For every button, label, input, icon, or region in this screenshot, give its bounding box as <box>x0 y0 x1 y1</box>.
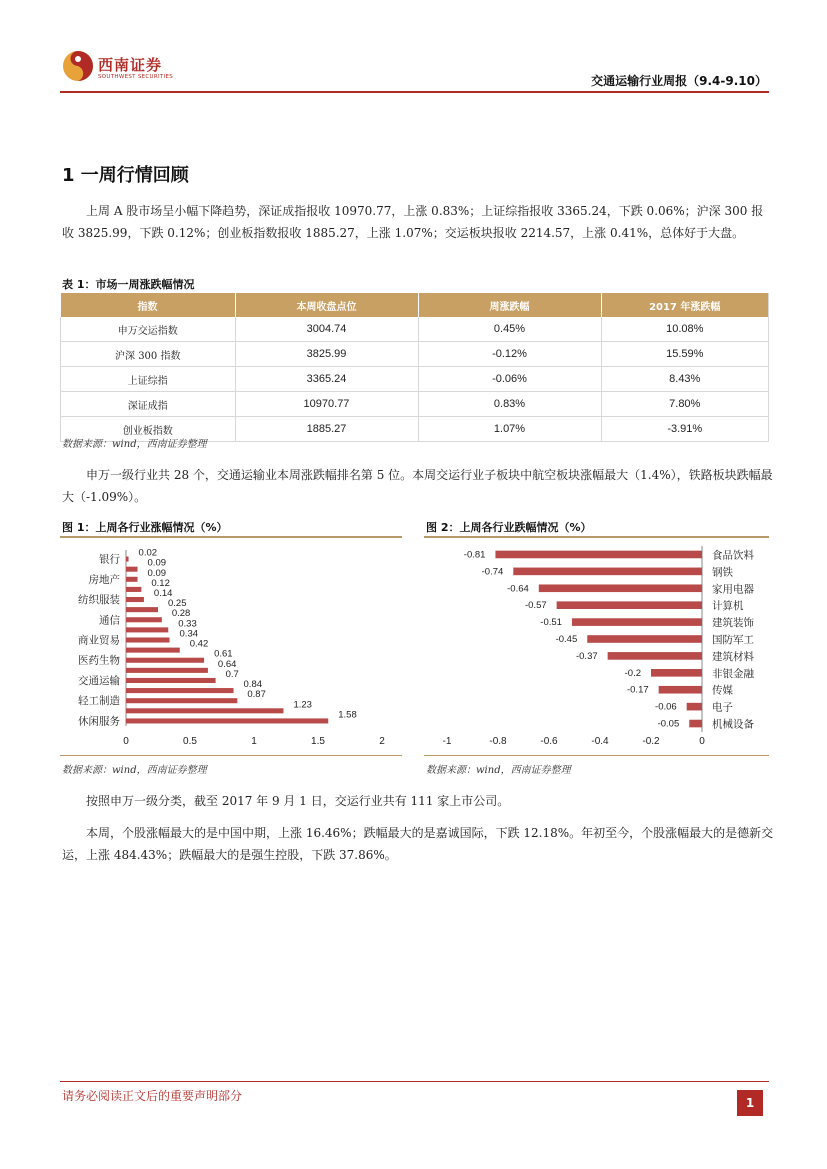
figure1-bottom-rule <box>60 755 402 756</box>
table-row <box>61 342 769 367</box>
table-cell: 3825.99 <box>235 342 418 367</box>
data-label: 0.25 <box>168 598 187 610</box>
figure2-caption-rule <box>424 536 769 538</box>
category-label: 商业贸易 <box>78 634 120 647</box>
footer-divider <box>60 1081 769 1082</box>
paragraph-listed-companies: 按照申万一级分类，截至 2017 年 9 月 1 日，交运行业共有 111 家上市公司。 <box>86 794 510 808</box>
data-label: -0.74 <box>481 566 504 578</box>
logo-mark-icon <box>62 50 94 82</box>
category-label: 纺织服装 <box>78 594 120 607</box>
data-label: 0.14 <box>153 588 173 599</box>
bar <box>687 703 702 711</box>
table-cell: 申万交运指数 <box>61 317 236 342</box>
bar <box>513 568 702 576</box>
bar <box>557 601 702 609</box>
logo-text-en: SOUTHWEST SECURITIES <box>98 74 174 80</box>
data-label: -0.17 <box>626 684 649 696</box>
table-cell: 10970.77 <box>235 392 418 417</box>
x-tick-label: 1.5 <box>311 736 325 747</box>
bar <box>608 652 702 660</box>
data-label: 0.09 <box>147 557 167 569</box>
bar <box>126 587 141 592</box>
category-label: 交通运输 <box>78 674 120 687</box>
x-tick-label: 2 <box>379 736 385 747</box>
table-cell: 3004.74 <box>235 317 418 342</box>
x-tick-label: -0.4 <box>591 736 609 747</box>
bar <box>539 584 702 592</box>
header-divider <box>60 91 769 93</box>
table-cell: 沪深 300 指数 <box>61 342 236 367</box>
bar <box>126 708 283 713</box>
bar <box>126 627 168 632</box>
figure1-chart <box>60 542 402 754</box>
table-row <box>61 317 769 342</box>
bar <box>651 669 702 677</box>
table-cell: -3.91% <box>601 417 769 442</box>
data-label: 0.09 <box>147 567 167 579</box>
figure1-source: 数据来源：wind，西南证券整理 <box>62 765 207 776</box>
category-label: 医药生物 <box>78 654 120 667</box>
paragraph-stock-movers: 本周，个股涨幅最大的是中国中期，上涨 16.46%；跌幅最大的是嘉诚国际，下跌 12.18%。年初至今，个股涨幅最大的是德新交运，上涨 484.43%；跌幅最大的是强生控股，下跌 37.86%。 <box>62 826 774 862</box>
category-label: 钢铁 <box>712 566 733 579</box>
report-title: 交通运输行业周报（9.4-9.10） <box>591 74 767 88</box>
table-cell: 10.08% <box>601 317 769 342</box>
figure2-source: 数据来源：wind，西南证券整理 <box>426 765 571 776</box>
figure1-caption-rule <box>60 536 402 538</box>
footer-disclaimer: 请务必阅读正文后的重要声明部分 <box>62 1089 243 1103</box>
data-label: 0.87 <box>247 689 266 701</box>
data-label: -0.37 <box>575 650 598 662</box>
bar <box>126 607 158 612</box>
x-tick-label: 0 <box>123 736 129 747</box>
data-label: 0.7 <box>225 668 239 680</box>
bar <box>126 698 237 703</box>
table-cell: 15.59% <box>601 342 769 367</box>
category-label: 传媒 <box>712 684 733 697</box>
paragraph-market-review: 上周 A 股市场呈小幅下降趋势，深证成指报收 10970.77，上涨 0.83%；上证综指报收 3365.24，下跌 0.06%；沪深 300 报收 3825.99，下跌 0.12%；创业板指数报收 1885.27，上涨 1.07%；交运板块报收 2214.57，上涨 0.41%，总体好于大盘。 <box>62 204 764 240</box>
bar <box>126 567 138 572</box>
bar <box>126 577 138 582</box>
bar <box>572 618 702 626</box>
category-label: 计算机 <box>712 600 744 613</box>
figure2-chart <box>424 542 769 754</box>
x-tick-label: 1 <box>251 736 257 747</box>
category-label: 银行 <box>99 553 120 566</box>
table-cell: 3365.24 <box>235 367 418 392</box>
data-label: -0.45 <box>555 634 578 645</box>
table-source: 数据来源：wind，西南证券整理 <box>62 439 207 450</box>
data-label: 0.42 <box>189 638 209 650</box>
table-cell: 深证成指 <box>61 392 236 417</box>
category-label: 国防军工 <box>712 634 754 646</box>
data-label: 0.33 <box>178 618 197 630</box>
data-label: 0.12 <box>151 577 170 589</box>
table-header-cell: 2017 年涨跌幅 <box>601 293 769 317</box>
category-label: 通信 <box>99 614 120 627</box>
gain-bar-chart <box>60 542 402 754</box>
bar <box>126 557 129 562</box>
table-header-cell: 周涨跌幅 <box>418 293 601 317</box>
data-label: -0.2 <box>624 667 641 679</box>
paragraph-industry-rank: 申万一级行业共 28 个，交通运输业本周涨跌幅排名第 5 位。本周交运行业子板块中航空板块涨幅最大（1.4%），铁路板块跌幅最大（-1.09%）。 <box>62 468 773 504</box>
figure1-caption: 图 1：上周各行业涨幅情况（%） <box>62 521 228 534</box>
bar <box>659 686 702 694</box>
bar <box>126 597 144 602</box>
category-label: 非银金融 <box>712 667 754 680</box>
data-label: -0.06 <box>655 701 677 713</box>
figure2-caption: 图 2：上周各行业跌幅情况（%） <box>426 521 592 534</box>
loss-bar-chart <box>424 542 769 754</box>
table-cell: -0.12% <box>418 342 601 367</box>
category-label: 休闲服务 <box>78 715 120 728</box>
table-cell: 创业板指数 <box>61 417 236 442</box>
data-label: 0.28 <box>171 608 191 620</box>
data-label: 1.58 <box>338 709 357 721</box>
figure2-bottom-rule <box>424 755 769 756</box>
bar <box>587 635 702 643</box>
data-label: 0.84 <box>243 679 263 691</box>
section-title: 1 一周行情回顾 <box>62 165 189 186</box>
table-header-cell: 指数 <box>61 293 236 317</box>
data-label: -0.51 <box>540 617 562 629</box>
table-cell: 7.80% <box>601 392 769 417</box>
bar <box>126 718 328 723</box>
table-cell: 0.45% <box>418 317 601 342</box>
category-label: 建筑材料 <box>712 650 754 663</box>
table-cell: 8.43% <box>601 367 769 392</box>
data-label: -0.81 <box>463 549 486 561</box>
category-label: 食品饮料 <box>712 549 754 562</box>
category-label: 机械设备 <box>712 718 754 731</box>
data-label: -0.05 <box>657 718 680 730</box>
x-tick-label: -1 <box>442 736 452 747</box>
category-label: 家用电器 <box>712 583 754 596</box>
data-label: 0.34 <box>179 628 199 640</box>
bar <box>495 551 702 559</box>
table-cell: 上证综指 <box>61 367 236 392</box>
data-label: 0.02 <box>138 547 158 559</box>
table-caption: 表 1：市场一周涨跌幅情况 <box>62 278 195 291</box>
table-row <box>61 367 769 392</box>
table-header-row <box>61 293 769 317</box>
bar <box>126 668 208 673</box>
x-tick-label: 0 <box>699 736 705 747</box>
page-number: 1 <box>737 1090 763 1116</box>
data-label: 0.61 <box>214 648 233 660</box>
data-label: 0.64 <box>217 658 237 670</box>
bar <box>126 678 216 683</box>
x-tick-label: -0.6 <box>540 736 558 747</box>
bar <box>126 648 180 653</box>
bar <box>126 688 234 693</box>
x-tick-label: -0.2 <box>642 736 660 747</box>
logo-text-cn: 西南证券 <box>98 56 163 74</box>
bar <box>689 720 702 728</box>
x-tick-label: -0.8 <box>489 736 507 747</box>
table-cell: -0.06% <box>418 367 601 392</box>
data-label: -0.57 <box>524 600 547 612</box>
brand-logo <box>62 50 222 90</box>
market-table <box>60 293 769 442</box>
category-label: 电子 <box>712 701 733 714</box>
category-label: 轻工制造 <box>78 695 120 708</box>
bar <box>126 617 162 622</box>
table-cell: 1885.27 <box>235 417 418 442</box>
category-label: 建筑装饰 <box>712 617 754 630</box>
bar <box>126 637 170 642</box>
table-row <box>61 392 769 417</box>
bar <box>126 658 204 663</box>
x-tick-label: 0.5 <box>183 736 197 747</box>
category-label: 房地产 <box>88 573 120 586</box>
data-label: 1.23 <box>293 699 312 711</box>
table-cell: 1.07% <box>418 417 601 442</box>
table-cell: 0.83% <box>418 392 601 417</box>
table-header-cell: 本周收盘点位 <box>235 293 418 317</box>
data-label: -0.64 <box>507 583 529 595</box>
